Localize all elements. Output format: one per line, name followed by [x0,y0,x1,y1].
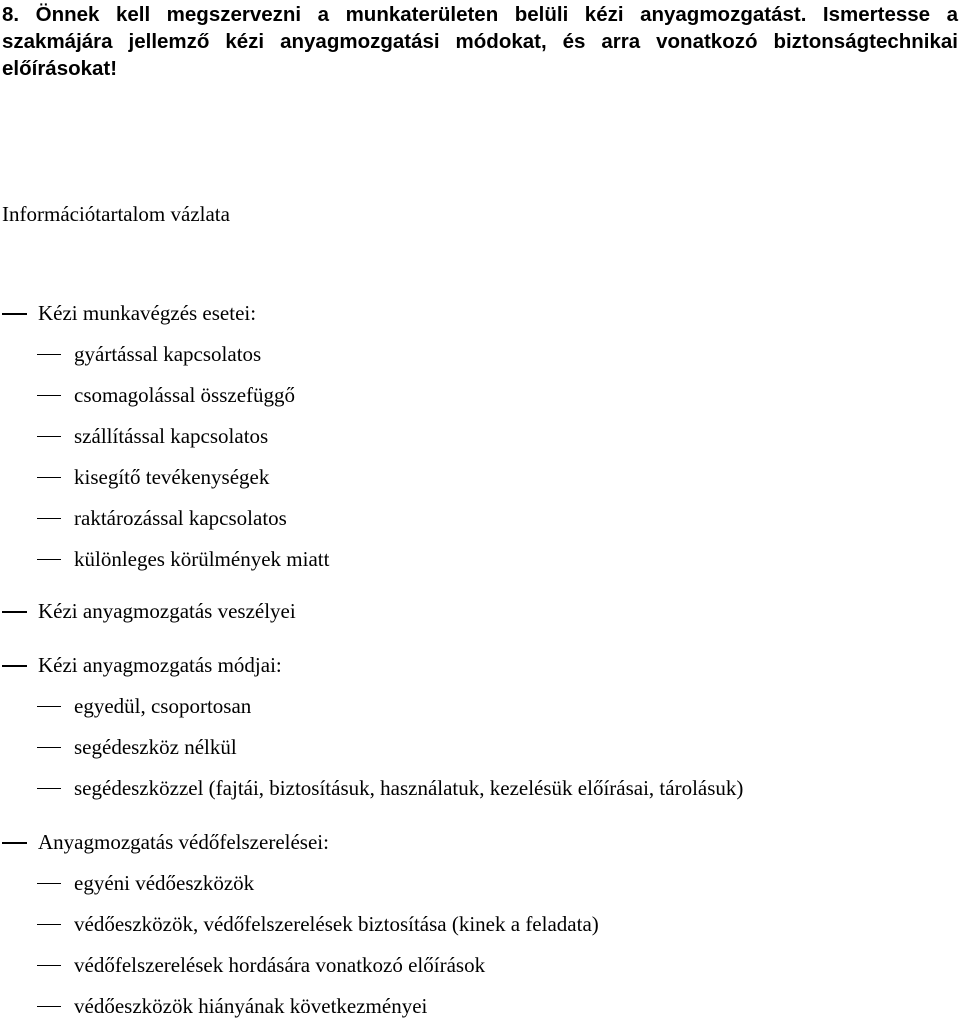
dash-bullet-icon [37,436,61,437]
dash-bullet-icon [37,354,61,355]
outline-subitem-text: védőfelszerelések hordására vonatkozó előírások [74,953,486,977]
dash-bullet-icon [37,518,61,519]
dash-bullet-icon [37,477,61,478]
outline-subitem-text: szállítással kapcsolatos [74,424,269,448]
outline-subitem-text: védőeszközök, védőfelszerelések biztosítása (kinek a feladata) [74,912,599,936]
outline-subitem-text: csomagolással összefüggő [74,383,296,407]
outline-subitem-text: gyártással kapcsolatos [74,342,262,366]
outline-subitem-text: segédeszközzel (fajtái, biztosításuk, használatuk, kezelésük előírásai, tárolásuk) [74,776,744,800]
dash-bullet-icon [37,706,61,707]
dash-bullet-icon [37,395,61,396]
dash-bullet-icon [37,559,61,560]
outline-item-text: Kézi anyagmozgatás módjai: [38,653,282,677]
dash-bullet-icon [37,788,61,789]
dash-bullet-icon [2,611,27,613]
outline-item-text: Kézi munkavégzés esetei: [38,301,257,325]
dash-bullet-icon [2,842,27,844]
outline-subitem-text: raktározással kapcsolatos [74,506,287,530]
dash-bullet-icon [2,665,27,667]
outline-item-text: Kézi anyagmozgatás veszélyei [38,599,296,623]
outline-subitem-text: különleges körülmények miatt [74,547,330,571]
dash-bullet-icon [2,313,27,315]
outline-item-text: Anyagmozgatás védőfelszerelései: [38,830,329,854]
question-heading: 8. Önnek kell megszervezni a munkaterületen belüli kézi anyagmozgatást. Ismertesse a szakmájára jellemző kézi anyagmozgatási módokat, és arra vonatkozó biztonságtechnikai előírásokat! [2,3,958,80]
outline-subitem-text: segédeszköz nélkül [74,735,237,759]
outline-subitem-text: egyedül, csoportosan [74,694,252,718]
dash-bullet-icon [37,924,61,925]
outline-subitem-text: védőeszközök hiányának következményei [74,994,428,1018]
outline-subitem-text: egyéni védőeszközök [74,871,255,895]
dash-bullet-icon [37,965,61,966]
dash-bullet-icon [37,747,61,748]
outline-title: Információtartalom vázlata [2,202,230,226]
dash-bullet-icon [37,883,61,884]
outline-subitem-text: kisegítő tevékenységek [74,465,270,489]
dash-bullet-icon [37,1006,61,1007]
